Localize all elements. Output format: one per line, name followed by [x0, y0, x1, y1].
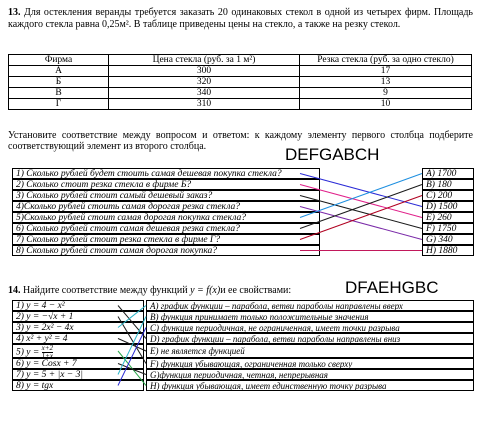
table-cell: Г [9, 99, 109, 110]
property-item: C) функция периодичная, не ограниченная, имеет точки разрыва [146, 322, 474, 333]
function-item [12, 344, 144, 358]
function-label: 5) y = [16, 347, 42, 358]
table-cell: В [9, 88, 109, 99]
function-label: 4) x² + y² = 4 [16, 334, 68, 344]
question-item: 2) Сколько стоит резка стекла в фирме Б? [12, 179, 320, 190]
answer-item: B) 180 [422, 179, 474, 190]
question-item: 5)Сколько рублей стоит самая дорогая покупка стекла? [12, 212, 320, 223]
function-label: 2) y = −√x + 1 [16, 312, 74, 322]
table-cell: Б [9, 77, 109, 88]
function-label: 1) y = 4 − x² [16, 301, 65, 311]
table-row [9, 66, 472, 77]
table-cell: 10 [300, 99, 472, 110]
function-label: 8) y = tgx [16, 381, 54, 391]
table-row [9, 99, 472, 110]
task13-answer: DEFGABCH [285, 145, 380, 164]
function-label: 7) y = 5 + |x − 3| [16, 370, 83, 380]
question-item: 6) Сколько рублей стоит самая дешевая резка стекла? [12, 223, 320, 234]
answer-item: D) 1500 [422, 201, 474, 212]
instruction-text: Установите соответствие между вопросом и ответом: к каждому элементу первого столбца подберите соответствующий элемент из второго столбца. [8, 130, 473, 152]
function-item [12, 300, 144, 311]
property-item: H) функция убывающая, имеет единственную точку разрыва [146, 380, 474, 391]
property-item: F) функция убывающая, ограниченная только сверху [146, 358, 474, 369]
function-label: 3) y = 2x² − 4x [16, 323, 74, 333]
task14-answer: DFAEHGBC [345, 278, 439, 297]
table-header: Цена стекла (руб. за 1 м²) [109, 55, 300, 66]
table-cell: 300 [109, 66, 300, 77]
property-item: B) функция принимает только положительные значения [146, 311, 474, 322]
question-item: 7) Сколько рублей стоит резка стекла в фирме Г? [12, 234, 320, 245]
table-header: Фирма [9, 55, 109, 66]
answer-item: H) 1880 [422, 245, 474, 256]
property-item: D) график функции – парабола, ветви параболы направлены вниз [146, 333, 474, 344]
table-header-row [9, 55, 472, 66]
function-item [12, 311, 144, 322]
table-cell: 13 [300, 77, 472, 88]
table-row [9, 77, 472, 88]
task13-text: Для остекления веранды требуется заказать 20 одинаковых стекол в одной из четырех фирм. Площадь каждого стекла равна 0,25м². В таблице приведены цены на стекло, а также на резку стекол. [8, 7, 473, 30]
question-item: 1) Сколько рублей будет стоить самая дешевая покупка стекла? [12, 168, 320, 179]
table-row [9, 88, 472, 99]
answer-item: A) 1700 [422, 168, 474, 179]
answer-item: F) 1750 [422, 223, 474, 234]
price-table [8, 54, 472, 110]
table-cell: А [9, 66, 109, 77]
function-label: 6) y = Cosx + 7 [16, 359, 77, 369]
func-notation: y = f(x) [190, 285, 221, 296]
function-item [12, 322, 144, 333]
table-cell: 9 [300, 88, 472, 99]
task14-text-after: и ее свойствами: [220, 285, 292, 296]
task13-instruction [8, 130, 473, 152]
question-item: 8) Сколько рублей стоит самая дорогая покупка? [12, 245, 320, 256]
task13-statement [8, 7, 473, 31]
table-cell: 320 [109, 77, 300, 88]
answer-item: G) 340 [422, 234, 474, 245]
answer-item: C) 200 [422, 190, 474, 201]
table-cell: 17 [300, 66, 472, 77]
answer-item: E) 260 [422, 212, 474, 223]
task14-number: 14. [8, 285, 21, 296]
question-item: 4)Сколько рублей стоить самая дорогая резка стекла? [12, 201, 320, 212]
function-item [12, 380, 144, 391]
table-header: Резка стекла (руб. за одно стекло) [300, 55, 472, 66]
task14-statement [8, 285, 291, 297]
function-item [12, 369, 144, 380]
function-item [12, 358, 144, 369]
property-item: A) график функции – парабола, ветви параболы направлены вверх [146, 300, 474, 311]
task14-text-before: Найдите соответствие между функций [23, 285, 188, 296]
table-cell: 310 [109, 99, 300, 110]
fraction-denominator: 1+x [41, 352, 54, 360]
fraction-numerator: x+2 [41, 344, 54, 352]
task13-number: 13. [8, 7, 21, 18]
function-item [12, 333, 144, 344]
table-cell: 340 [109, 88, 300, 99]
property-item: E) не является функцией [146, 344, 474, 358]
question-item: 3) Сколько рублей стоит самый дешевый заказ? [12, 190, 320, 201]
property-item: G)функция периодичная, четная, непрерывная [146, 369, 474, 380]
